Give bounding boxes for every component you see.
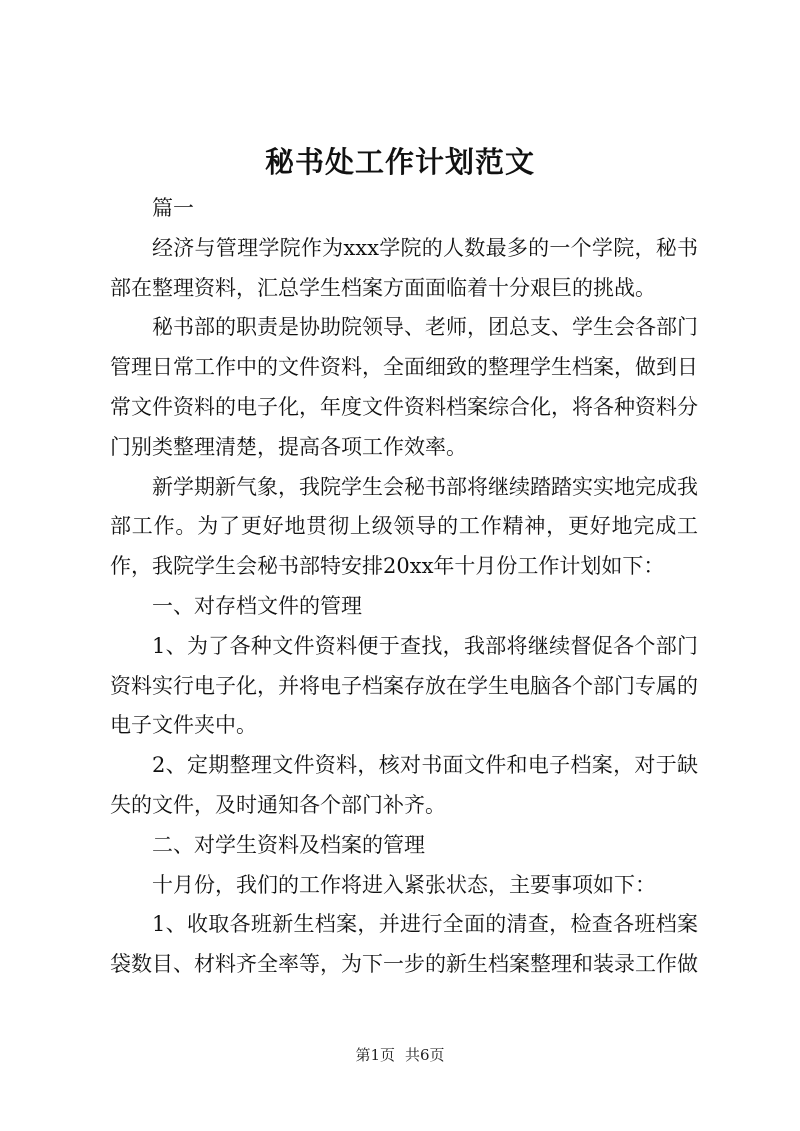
section-heading-part-one: 篇一 [152,196,194,220]
document-body [110,189,698,985]
list-item-records-1: 1、收取各班新生档案，并进行全面的清查，检查各班档案袋数目、材料齐全率等，为下一步的新生档案整理和装录工作做 [110,912,698,977]
paragraph-duties: 秘书部的职责是协助院领导、老师，团总支、学生会各部门管理日常工作中的文件资料，全面细致的整理学生档案，做到日常文件资料的电子化，年度文件资料档案综合化，将各种资料分门别类整理清楚，提高各项工作效率。 [110,315,698,459]
page-footer [0,1044,800,1065]
section-heading-archive-files: 一、对存档文件的管理 [152,593,362,618]
page-total: 共6页 [405,1046,445,1064]
paragraph-intro: 经济与管理学院作为xxx学院的人数最多的一个学院，秘书部在整理资料，汇总学生档案方面面临着十分艰巨的挑战。 [110,235,698,300]
paragraph-new-semester: 新学期新气象，我院学生会秘书部将继续踏踏实实地完成我部工作。为了更好地贯彻上级领导的工作精神，更好地完成工作，我院学生会秘书部特安排20xx年十月份工作计划如下： [110,474,698,579]
paragraph-october: 十月份，我们的工作将进入紧张状态，主要事项如下： [152,872,656,897]
document-title: 秘书处工作计划范文 [264,145,535,179]
section-heading-student-records: 二、对学生资料及档案的管理 [152,832,425,857]
page-number: 第1页 [355,1046,395,1064]
list-item-archive-1: 1、为了各种文件资料便于查找，我部将继续督促各个部门资料实行电子化，并将电子档案存放在学生电脑各个部门专属的电子文件夹中。 [110,633,698,738]
list-item-archive-2: 2、定期整理文件资料，核对书面文件和电子档案，对于缺失的文件，及时通知各个部门补齐。 [110,753,698,817]
